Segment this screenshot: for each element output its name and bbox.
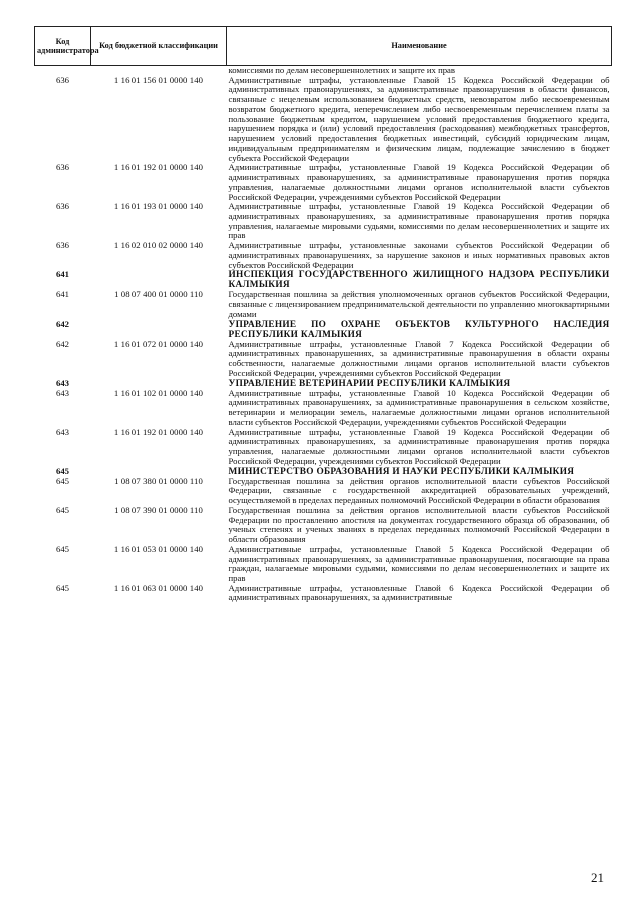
table-row: [35, 584, 612, 603]
admin-code-cell: 645: [55, 465, 70, 476]
budget-code-cell: 1 16 01 193 01 0000 140: [113, 201, 204, 212]
budget-code-cell: [91, 270, 227, 290]
admin-code-cell: 645: [55, 582, 70, 593]
table-row: [35, 76, 612, 164]
budget-code-cell: 1 16 01 072 01 0000 140: [113, 338, 204, 349]
table-row: [35, 477, 612, 506]
budget-code-cell: 1 08 07 380 01 0000 110: [114, 475, 203, 486]
admin-code-cell: 643: [55, 426, 70, 437]
name-cell: Административные штрафы, установленные законами субъектов Российской Федерации об административных правонарушениях, за нарушение законов и иных нормативных правовых актов субъектов Российской Федерации: [228, 240, 610, 270]
admin-code-cell: 645: [55, 543, 70, 554]
admin-code-cell: 645: [55, 475, 70, 486]
admin-code-cell: 642: [55, 338, 70, 349]
table-row: [35, 545, 612, 584]
name-cell: Административные штрафы, установленные Главой 10 Кодекса Российской Федерации об административных правонарушениях, за административные правонарушения в сельском хозяйстве, ветеринарии и мелиорации земель, налагаемые должностными лицами органов исполнительной власти субъектов Российской Федерации, учреждениями субъектов Российской Федерации: [228, 387, 610, 427]
name-cell: Административные штрафы, установленные Главой 5 Кодекса Российской Федерации об административных правонарушениях, за административные правонарушения, посягающие на права граждан, налагаемые мировыми судьями, комиссиями по делам несовершеннолетних и защите их прав: [228, 543, 610, 583]
budget-code-cell: 1 08 07 400 01 0000 110: [114, 289, 203, 300]
admin-code-cell: 645: [55, 504, 70, 515]
admin-code-cell: 643: [55, 377, 70, 388]
table-row: [35, 389, 612, 428]
name-cell: Государственная пошлина за действия уполномоченных органов субъектов Российской Федерации, связанные с лицензированием предпринимательской деятельности по управлению многоквартирными домами: [228, 289, 610, 319]
header-name: Наименование: [227, 27, 612, 66]
name-cell: Административные штрафы, установленные Главой 6 Кодекса Российской Федерации об административных правонарушениях, за административные: [228, 582, 610, 603]
budget-code-cell: 1 16 01 192 01 0000 140: [113, 162, 204, 173]
budget-code-cell: 1 16 01 102 01 0000 140: [113, 387, 204, 398]
table-row: [35, 340, 612, 379]
name-cell: ИНСПЕКЦИЯ ГОСУДАРСТВЕННОГО ЖИЛИЩНОГО НАДЗОРА РЕСПУБЛИКИ КАЛМЫКИЯ: [228, 270, 610, 291]
name-cell: Административные штрафы, установленные Главой 7 Кодекса Российской Федерации об административных правонарушениях, за административные правонарушения в области охраны собственности, налагаемые должностными лицами органов исполнительной власти субъектов Российской Федерации, учреждениями субъектов Российской Федерации: [228, 338, 610, 378]
table-header: [35, 27, 612, 66]
budget-codes-table: [34, 26, 612, 603]
budget-code-cell: 1 08 07 390 01 0000 110: [114, 504, 203, 515]
budget-code-cell: 1 16 01 192 01 0000 140: [113, 426, 204, 437]
admin-code-cell: 636: [55, 201, 70, 212]
header-budget-code: Код бюджетной классификации: [91, 27, 227, 66]
budget-code-cell: 1 16 01 063 01 0000 140: [113, 582, 204, 593]
admin-code-cell: 636: [55, 240, 70, 251]
budget-code-cell: 1 16 01 156 01 0000 140: [113, 74, 204, 85]
admin-code-cell: 642: [55, 318, 70, 329]
table-row: [35, 428, 612, 467]
admin-code-cell: 641: [55, 269, 70, 280]
admin-code-cell: 641: [55, 289, 70, 300]
table-row: [35, 506, 612, 545]
name-cell: УПРАВЛЕНИЕ ПО ОХРАНЕ ОБЪЕКТОВ КУЛЬТУРНОГО НАСЛЕДИЯ РЕСПУБЛИКИ КАЛМЫКИЯ: [228, 319, 610, 340]
budget-code-cell: 1 16 02 010 02 0000 140: [113, 240, 204, 251]
admin-code-cell: 643: [55, 387, 70, 398]
organization-row: [35, 270, 612, 290]
budget-code-cell: 1 16 01 053 01 0000 140: [113, 543, 204, 554]
table-row: [35, 163, 612, 202]
name-cell: Административные штрафы, установленные Главой 19 Кодекса Российской Федерации об административных правонарушениях, за административные правонарушения против порядка управления, налагаемые должностными лицами органов исполнительной власти субъектов Российской Федерации, учреждениями субъектов Российской Федерации: [228, 426, 610, 466]
name-cell: Административные штрафы, установленные Главой 15 Кодекса Российской Федерации об административных правонарушениях, за административные правонарушения в области финансов, связанные с нецелевым использованием бюджетных средств, невозвратом либо несвоевременным возвратом бюджетного кредита, неперечислением либо несвоевременным перечислением платы за пользование бюджетным кредитом, нарушением условий предоставления бюджетного кредита, нарушением порядка и (или) условий предоставления (расходования) межбюджетных трансфертов, нарушением условий предоставления бюджетных инвестиций, субсидий юридическим лицам, индивидуальным предпринимателям и физическим лицам, подлежащие зачислению в бюджет субъекта Российской Федерации: [228, 74, 610, 163]
budget-code-cell: [91, 320, 227, 340]
table-row: [35, 290, 612, 319]
table-row: [35, 241, 612, 270]
document-page: [34, 26, 611, 603]
organization-row: [35, 320, 612, 340]
admin-code-cell: 636: [55, 162, 70, 173]
name-cell: УПРАВЛЕНИЕ ВЕТЕРИНАРИИ РЕСПУБЛИКИ КАЛМЫКИЯ: [228, 378, 511, 389]
name-cell: Государственная пошлина за действия органов исполнительной власти субъектов Российской Федерации, связанные с государственной аккредитацией образовательных учреждений, осуществляемой в пределах переданных полномочий Российской Федерации в области образования: [228, 475, 610, 506]
name-cell: Государственная пошлина за действия органов исполнительной власти субъектов Российской Федерации по проставлению апостиля на документах государственного образца об образовании, об ученых степенях и ученых званиях в пределах переданных полномочий Российской Федерации в области образования: [228, 504, 610, 545]
admin-code-cell: 636: [55, 74, 70, 85]
table-body: [35, 66, 612, 604]
name-cell: Административные штрафы, установленные Главой 19 Кодекса Российской Федерации об административных правонарушениях, за административные правонарушения против порядка управления, налагаемые мировыми судьями, комиссиями по делам несовершеннолетних и защите их прав: [228, 201, 610, 241]
name-cell: Административные штрафы, установленные Главой 19 Кодекса Российской Федерации об административных правонарушениях, за административные правонарушения против порядка управления, налагаемые должностными лицами органов исполнительной власти субъектов Российской Федерации, учреждениями субъектов Российской Федерации: [228, 162, 610, 202]
name-cell: МИНИСТЕРСТВО ОБРАЗОВАНИЯ И НАУКИ РЕСПУБЛИКИ КАЛМЫКИЯ: [228, 466, 575, 477]
table-row: [35, 202, 612, 241]
continuation-text: комиссиями по делам несовершеннолетних и защите их прав: [228, 65, 456, 75]
page-number: 21: [591, 870, 604, 885]
header-admin-code: Код администратора: [35, 27, 91, 66]
